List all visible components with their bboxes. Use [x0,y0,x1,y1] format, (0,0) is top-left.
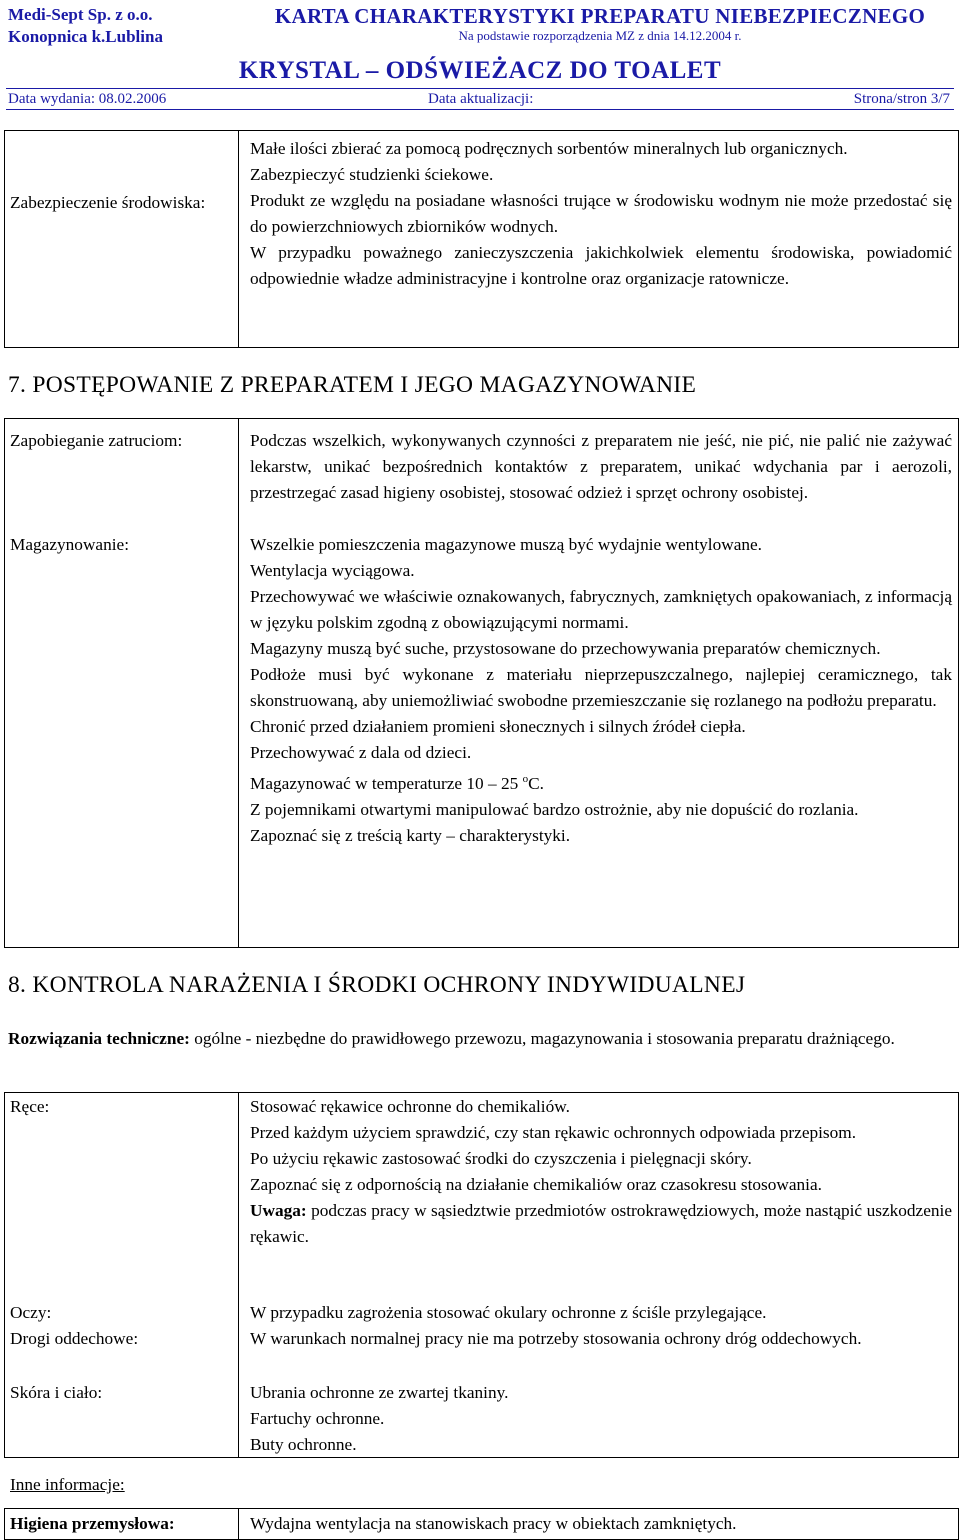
degree-sign: o [522,773,529,785]
storage-item: Chronić przed działaniem promieni słonecznych i silnych źródeł ciepła. [250,717,746,736]
storage-item: Zapoznać się z treścią karty – charakterystyki. [250,825,571,845]
storage-item: Podłoże musi być wykonane z materiału nieprzepuszczalnego, najlepiej ceramicznego, tak skonstruowaną, aby uniemożliwiać swobodne przemieszczanie się rozlanego na podłożu preparatu. [250,665,952,710]
storage-item: Przechowywać z dala od dzieci. [250,743,472,762]
regulation-note: Na podstawie rozporządzenia MZ z dnia 14.12.2004 r. [458,28,742,43]
skin-label: Skóra i ciało: [10,1383,103,1402]
temp-text: Magazynować w temperaturze 10 – 25 [250,773,523,793]
hands-item: Stosować rękawice ochronne do chemikaliów. [250,1097,570,1116]
env-paragraph: W przypadku poważnego zanieczyszczenia jakichkolwiek elementu środowiska, powiadomić odpowiednie władze administracyjne i kontrolne oraz organizacje ratownicze. [250,243,952,288]
warning-text: podczas pracy w sąsiedztwie przedmiotów ostrokrawędziowych, może nastąpić uszkodzenie rękawic. [250,1201,952,1246]
eyes-label: Oczy: [10,1303,52,1322]
company-name: Medi-Sept Sp. z o.o. [8,5,153,24]
other-info-label: Inne informacje: [10,1475,125,1494]
technical-solutions [8,1026,956,1052]
hands-content [250,1094,952,1250]
hygiene-text: Wydajna wentylacja na stanowiskach pracy w obiektach zamkniętych. [250,1514,737,1533]
environment-content [250,136,952,292]
skin-item: Ubrania ochronne ze zwartej tkaniny. [250,1383,509,1402]
storage-content [250,532,952,849]
section-7-title: 7. POSTĘPOWANIE Z PREPARATEM I JEGO MAGAZYNOWANIE [8,372,697,398]
storage-item: Wentylacja wyciągowa. [250,561,415,580]
table-divider [238,1508,239,1540]
warning-label: Uwaga: [250,1201,307,1220]
document-header [0,0,960,108]
storage-item: Przechowywać we właściwie oznakowanych, fabrycznych, zamkniętych opakowaniach, z informacją w języku polskim zgodną z obowiązującymi normami. [250,587,952,632]
env-paragraph: Małe ilości zbierać za pomocą podręcznych sorbentów mineralnych lub organicznych. [250,139,848,158]
prevention-label: Zapobieganie zatruciom: [10,431,183,450]
storage-item: Wszelkie pomieszczenia magazynowe muszą być wydajnie wentylowane. [250,535,762,554]
storage-temperature [250,766,952,797]
respiratory-label: Drogi oddechowe: [10,1329,139,1348]
page-number: Strona/stron 3/7 [853,91,950,107]
storage-item: Z pojemnikami otwartymi manipulować bardzo ostrożnie, aby nie dopuścić do rozlania. [250,799,859,819]
skin-item: Fartuchy ochronne. [250,1409,385,1428]
title-block [250,4,950,44]
hands-warning [250,1198,952,1250]
hands-item: Przed każdym użyciem sprawdzić, czy stan rękawic ochronnych odpowiada przepisom. [250,1123,857,1142]
environment-label: Zabezpieczenie środowiska: [10,193,206,212]
env-paragraph: Produkt ze względu na posiadane własności trujące w środowisku wodnym nie może przedostać się do powierzchniowych zbiorników wodnych. [250,191,952,236]
hygiene-label: Higiena przemysłowa: [10,1514,175,1533]
table-divider [238,1092,239,1458]
env-paragraph: Zabezpieczyć studzienki ściekowe. [250,165,494,184]
company-address: Konopnica k.Lublina [8,27,163,46]
update-date: Data aktualizacji: [428,91,534,107]
eyes-text: W przypadku zagrożenia stosować okulary ochronne z ściśle przylegające. [250,1303,767,1322]
hands-label: Ręce: [10,1097,50,1116]
hands-item: Po użyciu rękawic zastosować środki do czyszczenia i pielęgnacji skóry. [250,1149,752,1168]
prevention-text: Podczas wszelkich, wykonywanych czynności z preparatem nie jeść, nie pić, nie palić nie zażywać lekarstw, unikać bezpośrednich kontaktów z preparatem, unikać wdychania par i aerozoli, przestrzegać zasad higieny osobistej, stosować odzież i sprzęt ochrony osobistej. [250,431,952,502]
respiratory-text: W warunkach normalnej pracy nie ma potrzeby stosowania ochrony dróg oddechowych. [250,1329,862,1348]
hands-item: Zapoznać się z odpornością na działanie chemikaliów oraz czasokresu stosowania. [250,1175,822,1194]
meta-bar [6,88,954,110]
company-block [8,4,234,48]
temp-unit: C. [528,773,544,793]
storage-label: Magazynowanie: [10,535,130,554]
skin-item: Buty ochronne. [250,1435,357,1454]
technical-label: Rozwiązania techniczne: [8,1029,190,1048]
table-divider [238,418,239,948]
document-title: KARTA CHARAKTERYSTYKI PREPARATU NIEBEZPIECZNEGO [274,4,926,28]
product-name: KRYSTAL – ODŚWIEŻACZ DO TOALET [238,57,722,84]
storage-item: Magazyny muszą być suche, przystosowane do przechowywania preparatów chemicznych. [250,639,881,658]
issue-date: Data wydania: 08.02.2006 [8,91,167,107]
section-8-title: 8. KONTROLA NARAŻENIA I ŚRODKI OCHRONY INDYWIDUALNEJ [8,972,746,998]
table-divider [238,130,239,348]
technical-text: ogólne - niezbędne do prawidłowego przewozu, magazynowania i stosowania preparatu drażniącego. [189,1029,895,1048]
skin-content [250,1380,952,1458]
